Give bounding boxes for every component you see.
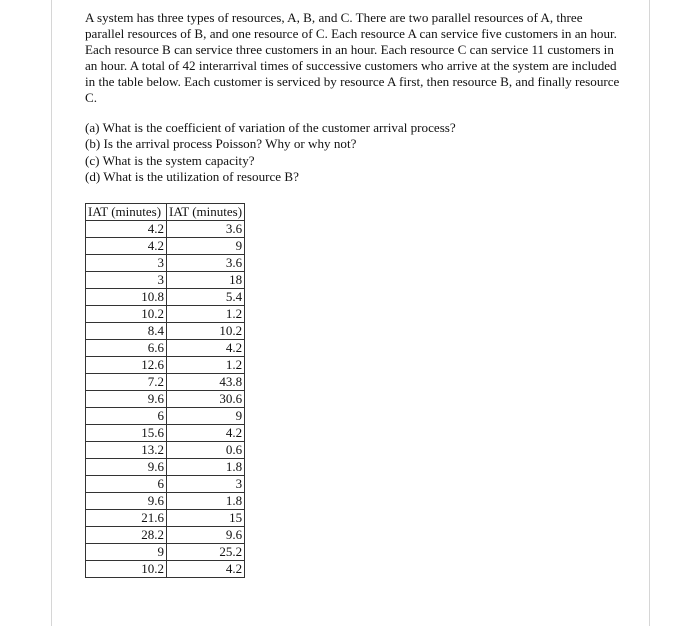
table-cell: 7.2	[86, 374, 167, 391]
question-a: (a) What is the coefficient of variation of the customer arrival process?	[85, 120, 456, 135]
table-row	[86, 527, 245, 544]
table-cell: 1.2	[167, 306, 245, 323]
table-cell: 1.8	[167, 459, 245, 476]
table-row	[86, 306, 245, 323]
table-row	[86, 255, 245, 272]
table-row	[86, 442, 245, 459]
table-row	[86, 340, 245, 357]
table-row	[86, 272, 245, 289]
table-cell: 25.2	[167, 544, 245, 561]
table-cell: 9.6	[86, 493, 167, 510]
table-cell: 4.2	[86, 221, 167, 238]
table-cell: 28.2	[86, 527, 167, 544]
table-row	[86, 459, 245, 476]
question-c: (c) What is the system capacity?	[85, 152, 255, 168]
table-cell: 15.6	[86, 425, 167, 442]
table-cell: 10.2	[86, 561, 167, 578]
iat-table	[85, 203, 245, 578]
question-b: (b) Is the arrival process Poisson? Why or why not?	[85, 136, 357, 152]
column-header: IAT (minutes)	[167, 204, 245, 221]
table-cell: 8.4	[86, 323, 167, 340]
table-row	[86, 408, 245, 425]
table-row	[86, 238, 245, 255]
table-cell: 12.6	[86, 357, 167, 374]
table-cell: 30.6	[167, 391, 245, 408]
table-cell: 43.8	[167, 374, 245, 391]
table-cell: 4.2	[167, 425, 245, 442]
table-cell: 3	[86, 272, 167, 289]
table-cell: 3.6	[167, 221, 245, 238]
table-cell: 0.6	[167, 442, 245, 459]
table-cell: 18	[167, 272, 245, 289]
table-cell: 4.2	[86, 238, 167, 255]
table-row	[86, 493, 245, 510]
table-row	[86, 561, 245, 578]
table-row	[86, 391, 245, 408]
table-cell: 5.4	[167, 289, 245, 306]
table-cell: 4.2	[167, 561, 245, 578]
question-d: (d) What is the utilization of resource B?	[85, 169, 299, 185]
table-cell: 6	[86, 476, 167, 493]
table-cell: 10.8	[86, 289, 167, 306]
table-header-row	[86, 204, 245, 221]
table-cell: 6.6	[86, 340, 167, 357]
problem-content	[85, 10, 625, 186]
table-cell: 13.2	[86, 442, 167, 459]
table-cell: 1.8	[167, 493, 245, 510]
table-cell: 9	[86, 544, 167, 561]
table-cell: 9.6	[86, 459, 167, 476]
question-list	[85, 120, 625, 186]
table-body	[86, 221, 245, 578]
table-cell: 10.2	[86, 306, 167, 323]
table-row	[86, 544, 245, 561]
table-row	[86, 221, 245, 238]
table-cell: 9.6	[167, 527, 245, 544]
table-cell: 9.6	[86, 391, 167, 408]
table-cell: 3.6	[167, 255, 245, 272]
table-cell: 9	[167, 238, 245, 255]
column-header: IAT (minutes)	[86, 204, 167, 221]
table-cell: 1.2	[167, 357, 245, 374]
table-cell: 6	[86, 408, 167, 425]
table-cell: 10.2	[167, 323, 245, 340]
table-cell: 9	[167, 408, 245, 425]
table-cell: 3	[167, 476, 245, 493]
table-row	[86, 425, 245, 442]
table-row	[86, 476, 245, 493]
table-row	[86, 374, 245, 391]
table-row	[86, 510, 245, 527]
table-cell: 3	[86, 255, 167, 272]
table-cell: 21.6	[86, 510, 167, 527]
table-cell: 4.2	[167, 340, 245, 357]
table-row	[86, 357, 245, 374]
table-row	[86, 289, 245, 306]
table-cell: 15	[167, 510, 245, 527]
table-row	[86, 323, 245, 340]
problem-statement: A system has three types of resources, A, B, and C. There are two parallel resources of A, three parallel resources of B, and one resource of C. Each resource A can service five customers in an hour. Each resource B can service three customers in an hour. Each resource C can service 11 customers in an hour. A total of 42 interarrival times of successive customers who arrive at the system are included in the table below. Each customer is serviced by resource A first, then resource B, and finally resource C.	[85, 10, 620, 105]
